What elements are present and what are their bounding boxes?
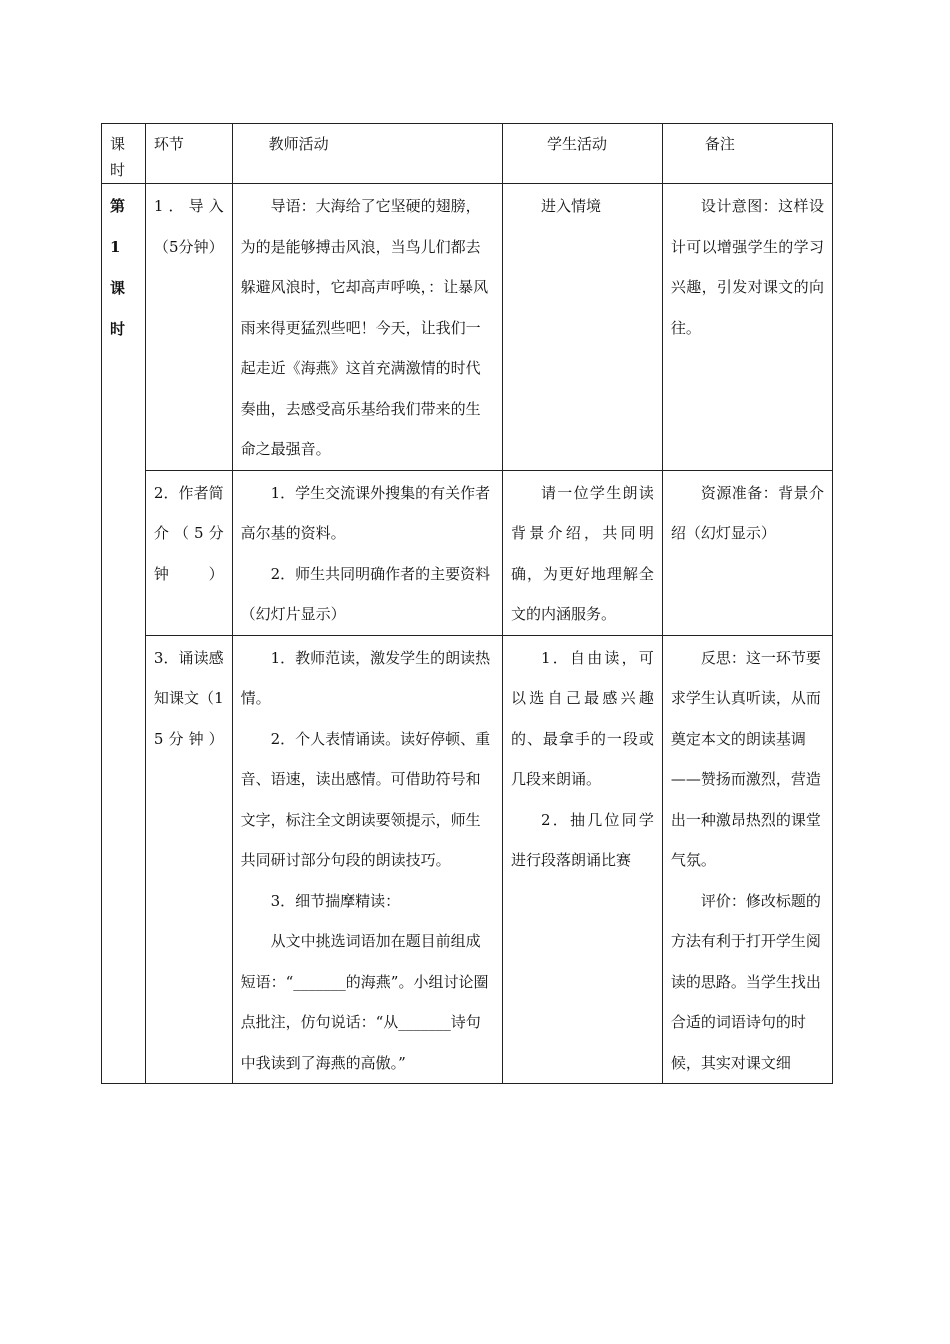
note-cell [662,635,832,1084]
teacher-cell [232,184,502,471]
teacher-cell [232,470,502,635]
lesson-plan-table [101,123,833,1084]
student-cell [502,184,662,471]
teacher-paragraph: 1．教师范读，激发学生的朗读热情。 [240,648,491,707]
header-time: 课时 [102,124,146,184]
header-step: 环节 [145,124,232,184]
header-teacher: 教师活动 [232,124,502,184]
step-cell: 3．诵读感知课文（15分钟） [145,635,232,1084]
lesson-label: 第 1 课时 [102,184,146,1084]
header-row [102,124,833,184]
note-paragraph: 评价：修改标题的方法有利于打开学生阅读的思路。当学生找出合适的词语诗句的时候，其实对课文细 [670,891,821,1072]
teacher-paragraph: 从文中挑选词语加在题目前组成短语：“_______的海燕”。小组讨论圈点批注，仿句说话：“从_______诗句中我读到了海燕的高傲。” [240,932,489,1072]
step-cell: 1．导入（5分钟） [145,184,232,471]
student-cell [502,635,662,1084]
step-cell: 2．作者简介（5分钟） [145,470,232,635]
table-row-3 [102,635,833,1084]
teacher-paragraph: 1．学生交流课外搜集的有关作者高尔基的资料。 [240,483,491,542]
student-paragraph: 请一位学生朗读背景介绍，共同明确，为更好地理解全文的内涵服务。 [510,483,654,623]
note-paragraph: 设计意图：这样设计可以增强学生的学习兴趣，引发对课文的向往。 [670,197,824,337]
table-row-1 [102,184,833,471]
teacher-paragraph: 2．师生共同明确作者的主要资料（幻灯片显示） [240,564,491,623]
note-paragraph: 反思：这一环节要求学生认真听读，从而奠定本文的朗读基调——赞扬而激烈，营造出一种激昂热烈的课堂气氛。 [670,648,821,869]
note-cell [662,470,832,635]
table-row-2 [102,470,833,635]
teacher-paragraph: 3．细节揣摩精读： [270,891,401,910]
student-cell [502,470,662,635]
header-student: 学生活动 [502,124,662,184]
teacher-cell [232,635,502,1084]
student-paragraph: 2．抽几位同学进行段落朗诵比赛 [510,810,654,869]
student-paragraph: 1．自由读，可以选自己最感兴趣的、最拿手的一段或几段来朗诵。 [510,648,654,788]
student-paragraph: 进入情境 [540,197,601,215]
note-paragraph: 资源准备：背景介绍（幻灯显示） [670,483,824,542]
teacher-paragraph: 2．个人表情诵读。读好停顿、重音、语速，读出感情。可借助符号和文字，标注全文朗读要领提示，师生共同研讨部分句段的朗读技巧。 [240,729,491,869]
header-note: 备注 [662,124,832,184]
teacher-paragraph: 导语：大海给了它坚硬的翅膀，为的是能够搏击风浪，当鸟儿们都去躲避风浪时，它却高声呼唤，：让暴风雨来得更猛烈些吧！今天，让我们一起走近《海燕》这首充满激情的时代奏曲，去感受高乐基给我们带来的生命之最强音。 [240,197,489,458]
note-cell [662,184,832,471]
